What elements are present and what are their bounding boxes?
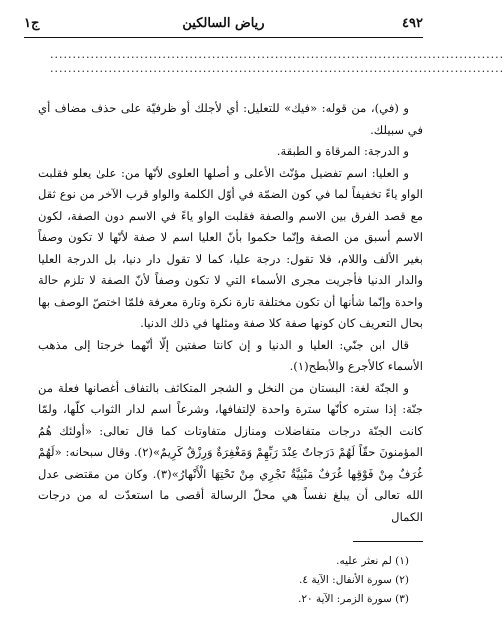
header-rule — [24, 37, 423, 38]
paragraph-daraja: و الدرجة: المرقاة و الطبقة. — [276, 144, 409, 158]
page-number: ٤٩٢ — [402, 16, 423, 31]
footnote-2: (٢) سورة الأنفال: الآية ٤. — [299, 574, 409, 586]
footnote-1: (١) لم نعثر عليه. — [336, 555, 409, 567]
paragraph-ulya: و العليا: اسم تفضيل مؤنّث الأعلى و أصلها العلوى لأنّها من: علىٰ يعلو فقلبت الواو ياءً تخفيفاً لما في كون الضمّة في أوّل الكلمة والواو قرب الآخر من نوع ثقل مع قصد الفرق بين الاسم والصفة فقلبت الواو ياءً في الاسم دون الصفة، لكون الاسم أسبق من الصفة وإنّما حكموا بأنّ العليا اسم لا صفة لأنّها لا تكون وصفاً بغير الألف واللام، فلا تقول: درجة عليا، كما لا تقول دار دنيا، بل الدرجة العليا والدار الدنيا فأجريت مجرى الأسماء التي لا تكون وصفاً لأنّ الصفة لا تلزم حالة واحدة وإنّما شأنها أن تكون مختلفة تارة نكرة وتارة معرفة فلمّا اختصّ الوصف بها بحال التعريف كان كونها صفة كلا صفة ومثلها في ذلك الدنيا. — [38, 165, 423, 330]
dotted-line-1: ..................................................................................................... — [50, 48, 504, 61]
paragraph-ibn-jinni: قال ابن جنّي: العليا و الدنيا و إن كانتا صفتين إلّا أنّهما خرجتا إلى مذهب الأسماء كالأجرع والأبطح(١). — [38, 337, 423, 373]
page-header — [24, 14, 423, 36]
footnote-rule — [353, 541, 423, 542]
volume-label: ج١ — [24, 16, 40, 31]
footnotes — [38, 552, 409, 609]
paragraph-fi: و (في)، من قوله: «فيك» للتعليل: أي لأجلك أو ظرفيّة على حذف مضاف أي في سبيلك. — [38, 101, 423, 137]
book-title: رياض السالكين — [182, 16, 265, 31]
main-text — [38, 98, 423, 528]
footnote-3: (٣) سورة الزمر: الآية ٢٠. — [298, 593, 409, 605]
paragraph-janna: و الجنّة لغة: البستان من النخل و الشجر المتكاثف بالتفاف أغصانها فعلة من جنّة: إذا ستره كأنّها سترة واحدة لإلتفافها، وشرعاً اسم لدار الثواب كلّها، ولمّا كانت الجنّة درجات متفاضلات ومنازل متفاوتات كما قال تعالى: «أولئك هُمُ المؤمنونَ حقّاً لَهُمْ دَرَجاتٌ عِنْدَ رَبِّهِمْ وَمَغْفِرَةٌ وَرِزْقٌ كَرِيمٌ»(٢). وقال سبحانه: «لَهُمْ غُرَفٌ مِنْ فَوْقِها غُرَفٌ مَبْنِيَّةٌ تَجْرِي مِنْ تَحْتِهَا الْأَنْهارُ»(٣). وكان من مقتضى عدل الله تعالى أن يبلغ نفساً هي محلّ الرسالة أقصى ما استعدّت له من درجات الكمال — [38, 380, 423, 524]
dotted-line-2: ..................................................................................................... — [50, 62, 504, 75]
